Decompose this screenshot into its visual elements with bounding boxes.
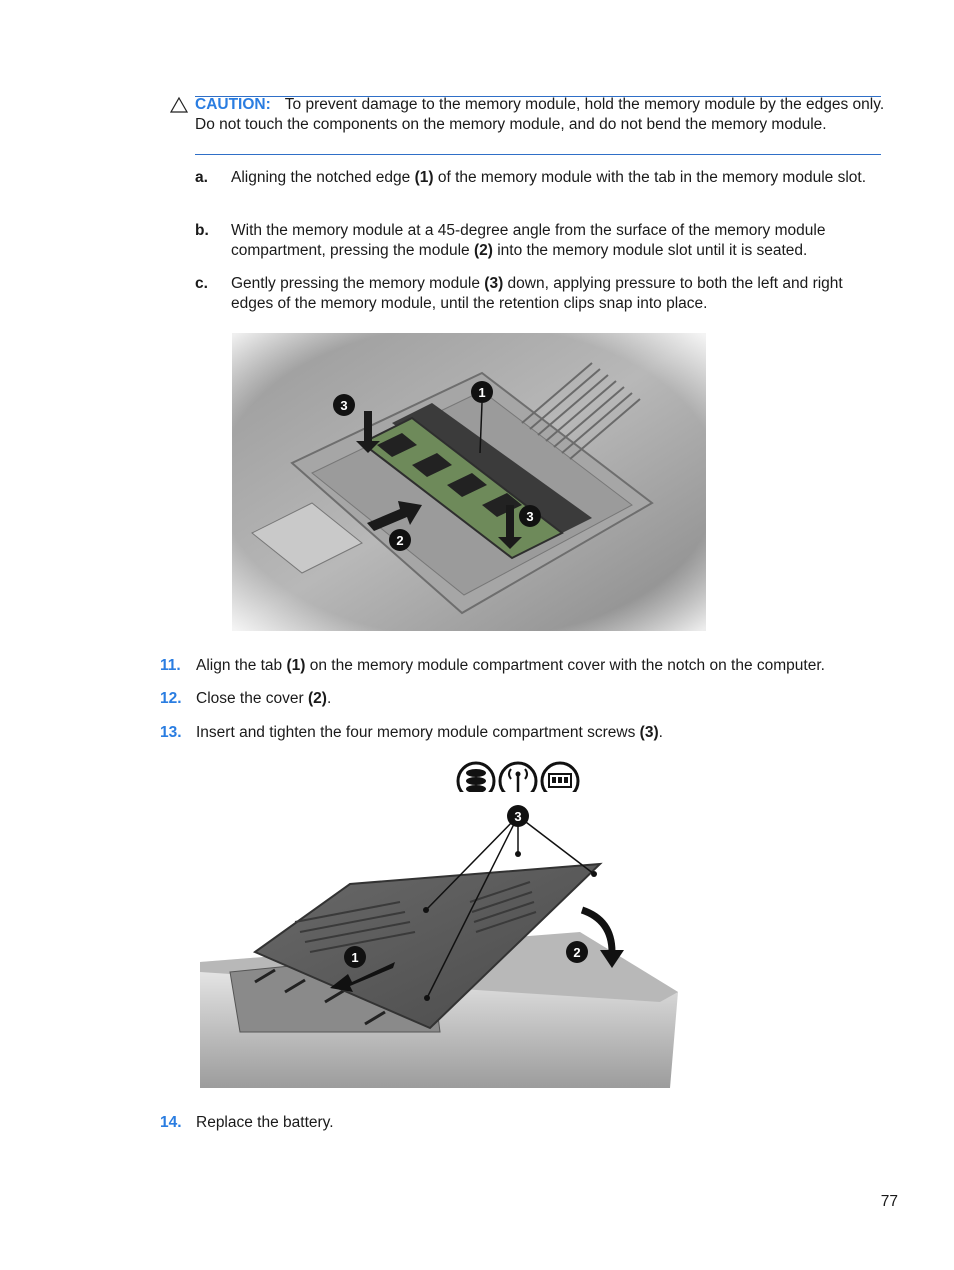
step-13-callout: (3) [639, 724, 659, 741]
substep-a-text: Aligning the notched edge [231, 169, 415, 186]
step-11-text: Align the tab [196, 657, 287, 674]
figure2-callout-2: 2 [573, 945, 581, 960]
substep-a-text-end: of the memory module with the tab in the memory module slot. [433, 169, 867, 186]
caution-label: CAUTION: [195, 96, 271, 113]
substep-b-callout: (2) [473, 241, 493, 259]
substep-b-text: With the memory module at a 45-degree angle from the surface of the memory module compartment, pressing the module [231, 222, 826, 259]
substep-c-text-end: down, applying pressure to both the left and right edges of the memory module, until the retention clips snap into place. [231, 275, 843, 312]
step-11-callout: (1) [286, 657, 306, 674]
substep-letter-c: c. [195, 275, 208, 292]
substep-letter-a: a. [195, 169, 208, 186]
step-14-text: Replace the battery. [196, 1114, 334, 1131]
step-number-14: 14. [160, 1114, 182, 1131]
substep-b-text-end: into the memory module slot until it is seated. [492, 241, 808, 259]
step-11-text-end: on the memory module compartment cover with the notch on the computer. [305, 657, 825, 674]
figure2-callout-3: 3 [514, 809, 522, 824]
caution-text [195, 95, 885, 134]
step-text-11 [196, 656, 886, 676]
step-number-13: 13. [160, 724, 182, 741]
step-text-13 [196, 723, 886, 743]
step-number-12: 12. [160, 690, 182, 707]
compartment-cover-figure [200, 792, 678, 1088]
substep-text-c [231, 274, 881, 313]
step-12-callout: (2) [308, 690, 327, 707]
step-13-text: Insert and tighten the four memory module compartment screws [196, 724, 640, 741]
substep-a-callout: (1) [414, 169, 434, 186]
substep-letter-b: b. [195, 222, 209, 239]
caution-triangle-icon [170, 96, 188, 114]
substep-text-a [231, 168, 881, 188]
step-text-12 [196, 689, 886, 709]
step-13-text-end: . [658, 724, 663, 741]
substep-c-text: Gently pressing the memory module [231, 275, 485, 292]
step-12-text: Close the cover [196, 690, 308, 707]
memory-module-insertion-figure [232, 333, 706, 631]
step-12-text-end: . [326, 690, 332, 707]
figure2-callout-1: 1 [351, 950, 359, 965]
caution-bottom-rule [195, 154, 881, 155]
substep-text-b [231, 221, 881, 260]
step-number-11: 11. [160, 657, 181, 674]
caution-body: To prevent damage to the memory module, hold the memory module by the edges only. Do not touch the components on the memory module, and do not bend the memory module. [195, 96, 885, 133]
page-number: 77 [880, 1193, 898, 1210]
substep-c-callout: (3) [484, 275, 504, 292]
step-text-14 [196, 1113, 886, 1133]
